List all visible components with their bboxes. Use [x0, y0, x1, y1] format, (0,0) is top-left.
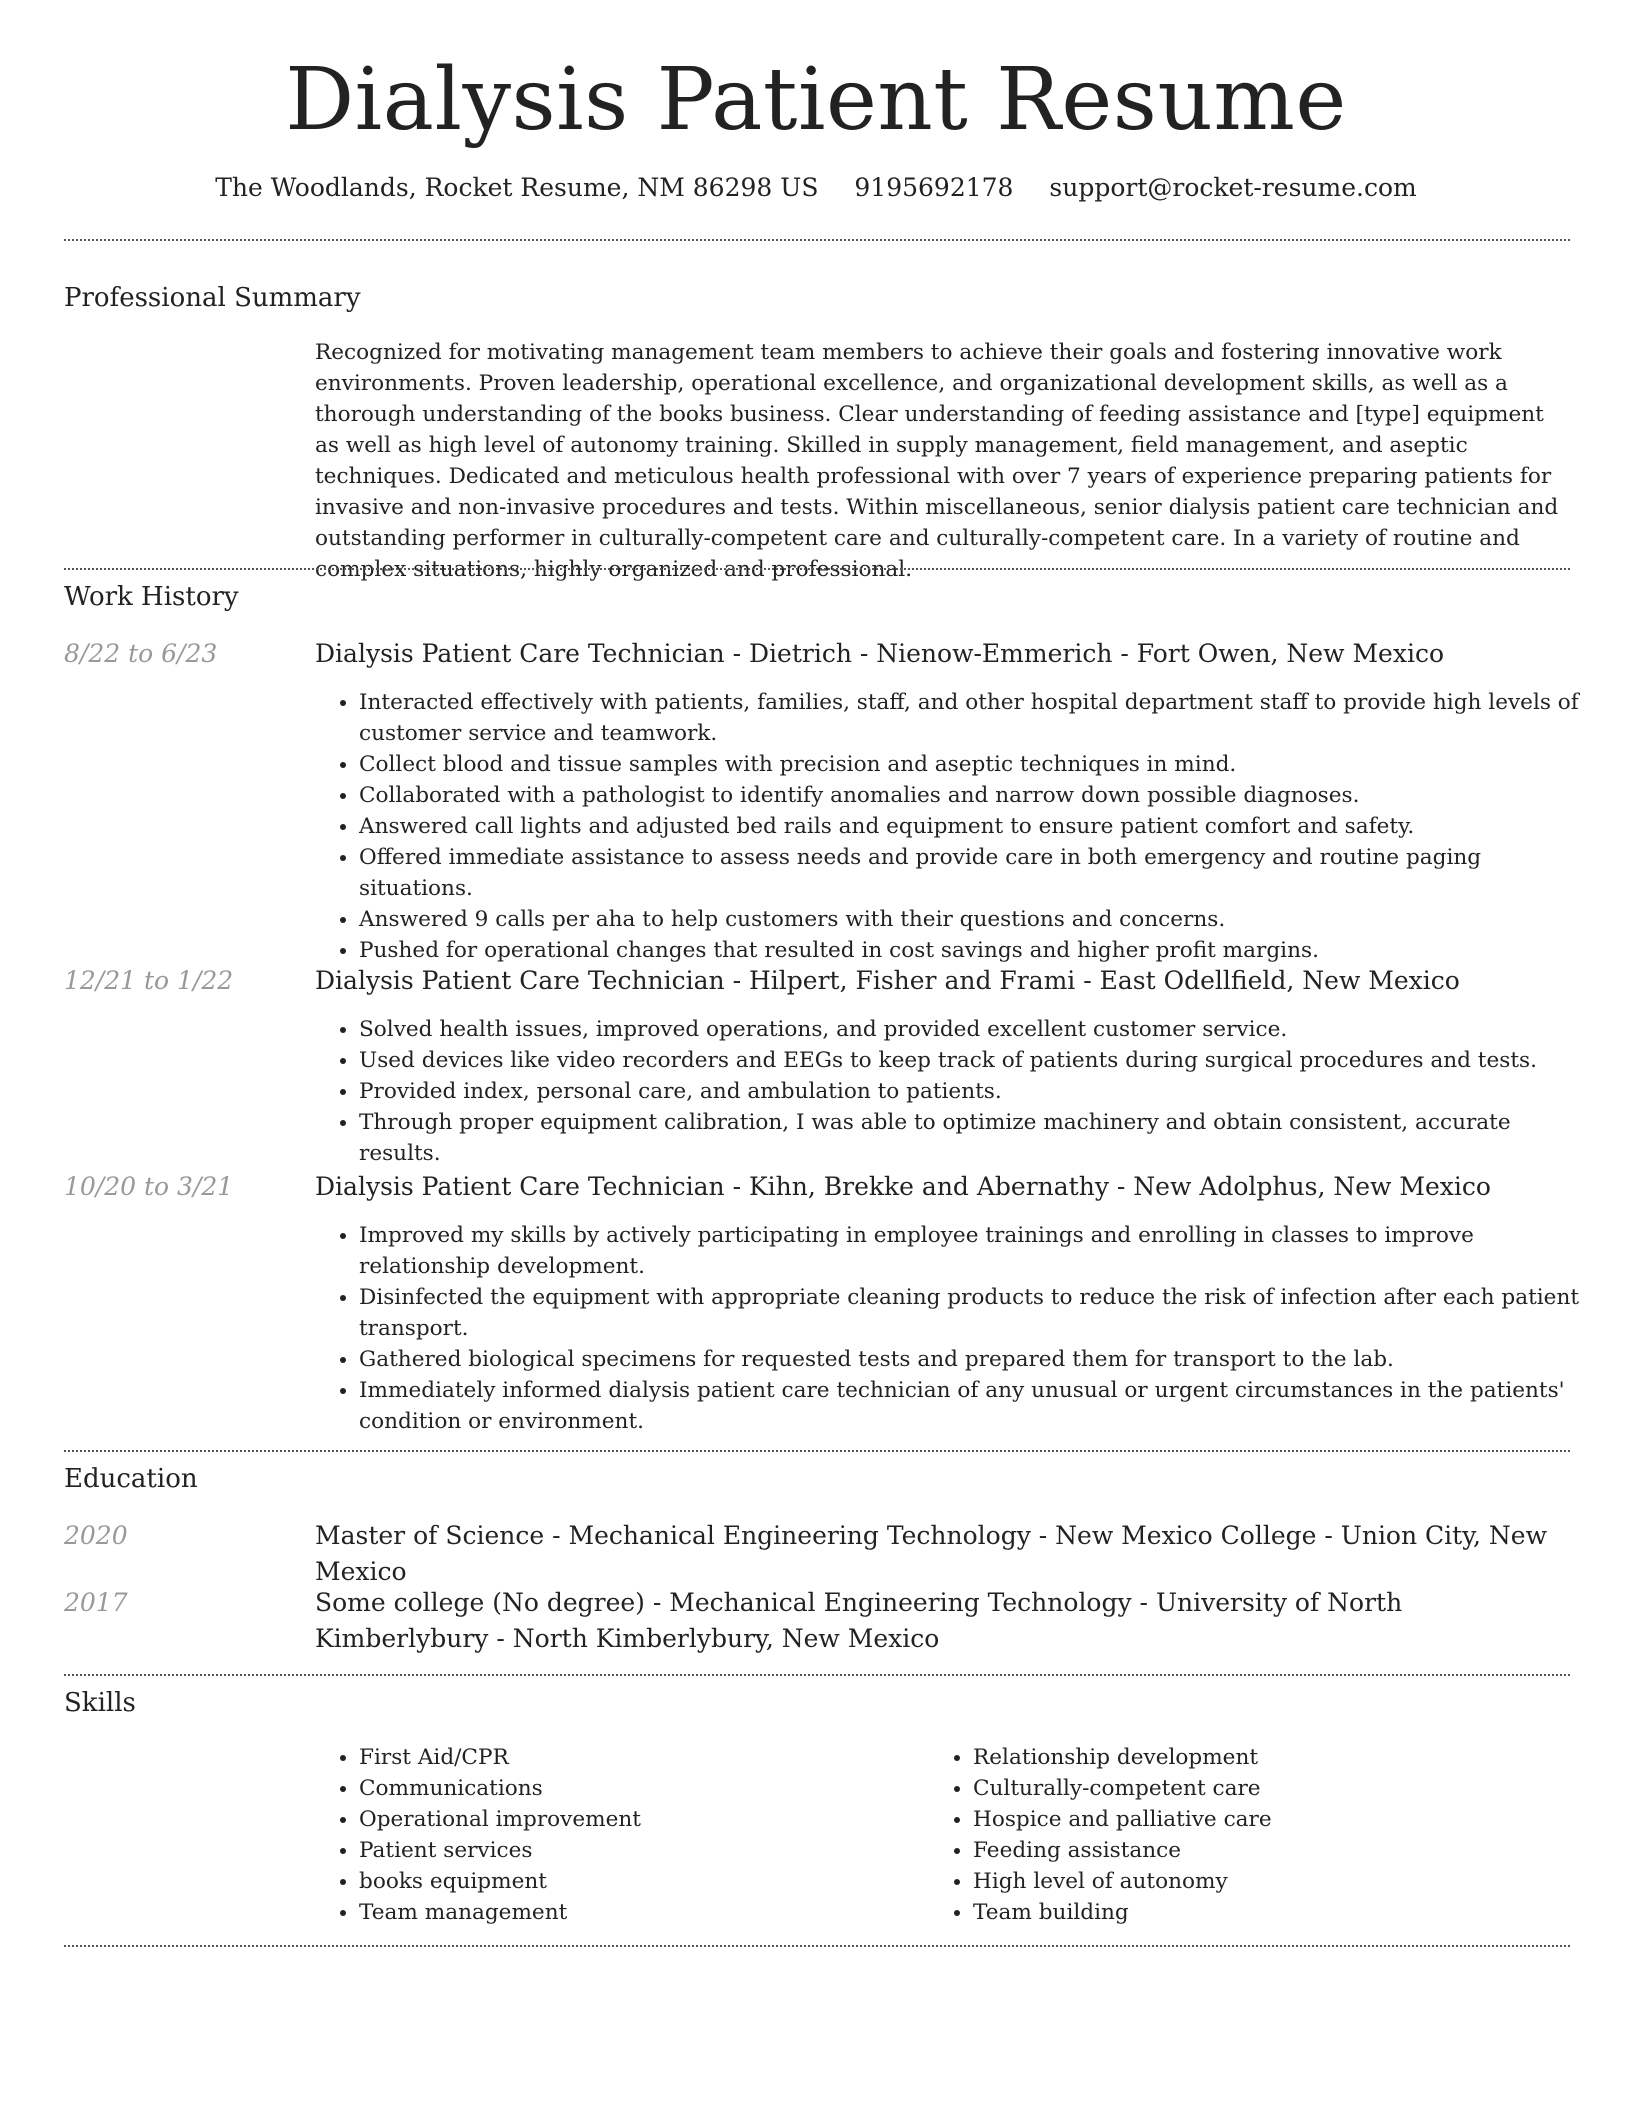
section-heading-skills: Skills	[64, 1688, 136, 1718]
skill-item: • books equipment	[359, 1866, 919, 1897]
job-bullets	[315, 1014, 1589, 1169]
job-bullet: • Provided index, personal care, and ambulation to patients.	[359, 1076, 1589, 1107]
job-dates: 8/22 to 6/23	[64, 639, 218, 668]
education-year: 2020	[64, 1521, 128, 1550]
job-bullet: • Gathered biological specimens for requested tests and prepared them for transport to the lab.	[359, 1344, 1589, 1375]
skill-item: • Feeding assistance	[973, 1835, 1573, 1866]
skill-item: • Patient services	[359, 1835, 919, 1866]
contact-address: The Woodlands, Rocket Resume, NM 86298 US	[215, 173, 819, 202]
job-bullet: • Immediately informed dialysis patient care technician of any unusual or urgent circumstances in the patients' condition or environment.	[359, 1375, 1589, 1437]
job-bullet: • Disinfected the equipment with appropriate cleaning products to reduce the risk of infection after each patient transport.	[359, 1282, 1589, 1344]
job-bullet: • Solved health issues, improved operations, and provided excellent customer service.	[359, 1014, 1589, 1045]
skill-item: • Relationship development	[973, 1742, 1573, 1773]
divider	[64, 1945, 1570, 1947]
job-dates: 10/20 to 3/21	[64, 1172, 234, 1201]
job-bullet: • Pushed for operational changes that resulted in cost savings and higher profit margins.	[359, 935, 1589, 966]
job-bullet: • Collaborated with a pathologist to identify anomalies and narrow down possible diagnoses.	[359, 780, 1589, 811]
divider	[64, 568, 1570, 570]
resume-title: Dialysis Patient Resume	[285, 50, 1347, 150]
education-degree: Some college (No degree) - Mechanical Engineering Technology - University of North Kimberlybury - North Kimberlybury, New Mexico	[315, 1588, 1403, 1653]
job-dates: 12/21 to 1/22	[64, 966, 234, 995]
summary-text: Recognized for motivating management team members to achieve their goals and fostering innovative work environments. Proven leadership, operational excellence, and organizational development skills, as well as a thorough understanding of the books business. Clear understanding of feeding assistance and [type] equipment as well as high level of autonomy training. Skilled in supply management, field management, and aseptic techniques. Dedicated and meticulous health professional with over 7 years of experience preparing patients for invasive and non-invasive procedures and tests. Within miscellaneous, senior dialysis patient care technician and outstanding performer in culturally-competent care and culturally-competent care. In a variety of routine and complex situations, highly organized and professional.	[315, 340, 1559, 582]
job-bullet: • Offered immediate assistance to assess needs and provide care in both emergency and routine paging situations.	[359, 842, 1589, 904]
skill-item: • High level of autonomy	[973, 1866, 1573, 1897]
contact-phone: 9195692178	[854, 173, 1014, 202]
section-heading-education: Education	[64, 1464, 198, 1494]
divider	[64, 1450, 1570, 1452]
contact-line	[0, 170, 1632, 206]
job-bullet: • Interacted effectively with patients, families, staff, and other hospital department staff to provide high levels of customer service and teamwork.	[359, 687, 1589, 749]
skill-item: • Team management	[359, 1897, 919, 1928]
education-year: 2017	[64, 1588, 128, 1617]
job-bullets	[315, 687, 1589, 966]
job-bullets	[315, 1220, 1589, 1437]
job-bullet: • Collect blood and tissue samples with precision and aseptic techniques in mind.	[359, 749, 1589, 780]
job-bullet: • Through proper equipment calibration, I was able to optimize machinery and obtain consistent, accurate results.	[359, 1107, 1589, 1169]
education-degree: Master of Science - Mechanical Engineering Technology - New Mexico College - Union City, New Mexico	[315, 1521, 1547, 1586]
job-title: Dialysis Patient Care Technician - Hilpert, Fisher and Frami - East Odellfield, New Mexico	[315, 966, 1460, 995]
skill-item: • Hospice and palliative care	[973, 1804, 1573, 1835]
section-heading-summary: Professional Summary	[64, 283, 361, 313]
job-bullet: • Used devices like video recorders and EEGs to keep track of patients during surgical procedures and tests.	[359, 1045, 1589, 1076]
job-title: Dialysis Patient Care Technician - Kihn, Brekke and Abernathy - New Adolphus, New Mexico	[315, 1172, 1491, 1201]
skill-item: • Team building	[973, 1897, 1573, 1928]
divider	[64, 239, 1570, 241]
skill-item: • Communications	[359, 1773, 919, 1804]
contact-email[interactable]: support@rocket-resume.com	[1049, 173, 1417, 202]
job-bullet: • Answered 9 calls per aha to help customers with their questions and concerns.	[359, 904, 1589, 935]
job-bullet: • Answered call lights and adjusted bed rails and equipment to ensure patient comfort and safety.	[359, 811, 1589, 842]
skill-item: • Culturally-competent care	[973, 1773, 1573, 1804]
job-title: Dialysis Patient Care Technician - Dietrich - Nienow-Emmerich - Fort Owen, New Mexico	[315, 639, 1444, 668]
section-heading-work: Work History	[64, 582, 239, 612]
skill-item: • Operational improvement	[359, 1804, 919, 1835]
divider	[64, 1674, 1570, 1676]
skills-list-left	[315, 1742, 919, 1928]
skill-item: • First Aid/CPR	[359, 1742, 919, 1773]
job-bullet: • Improved my skills by actively participating in employee trainings and enrolling in classes to improve relationship development.	[359, 1220, 1589, 1282]
skills-list-right	[929, 1742, 1573, 1928]
